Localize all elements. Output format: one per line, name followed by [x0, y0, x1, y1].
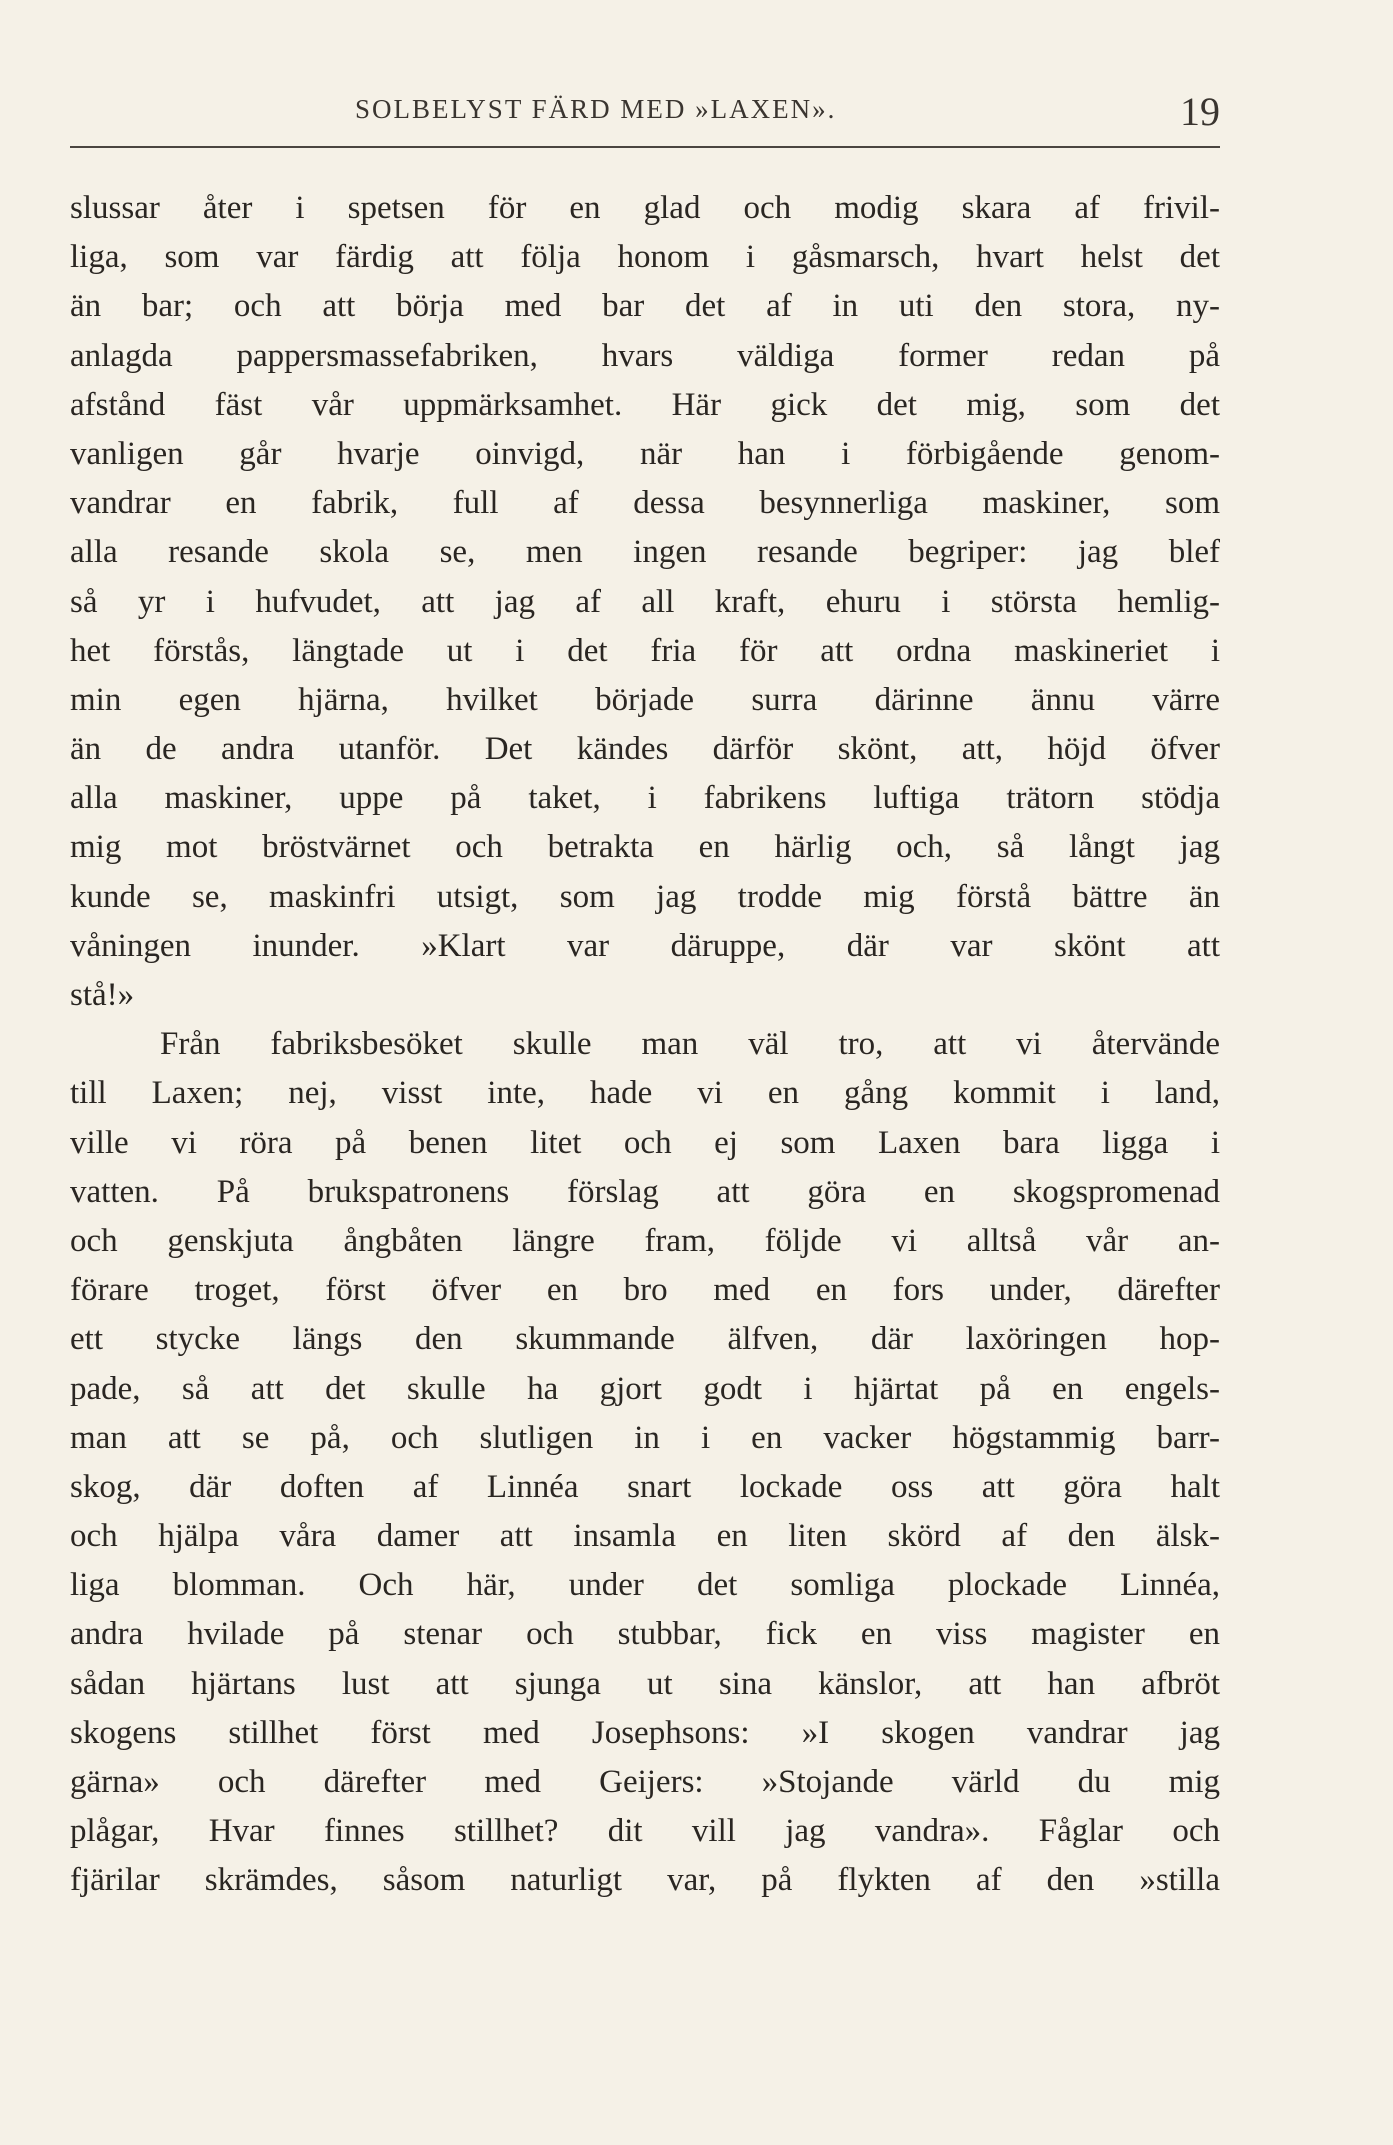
- text-line: skog, där doften af Linnéa snart lockade oss att göra halt: [70, 1468, 1220, 1505]
- text-line: förare troget, först öfver en bro med en fors under, därefter: [70, 1272, 1220, 1309]
- text-line: ett stycke längs den skummande älfven, där laxöringen hop-: [70, 1321, 1220, 1358]
- text-line: Från fabriksbesöket skulle man väl tro, att vi återvände: [160, 1026, 1220, 1063]
- text-line: skogens stillhet först med Josephsons: »I skogen vandrar jag: [70, 1714, 1220, 1751]
- text-line: fjärilar skrämdes, såsom naturligt var, på flykten af den »stilla: [70, 1862, 1220, 1899]
- text-line: man att se på, och slutligen in i en vacker högstammig barr-: [70, 1419, 1220, 1456]
- text-line: stå!»: [70, 977, 135, 1013]
- text-line: alla maskiner, uppe på taket, i fabrikens luftiga trätorn stödja: [70, 780, 1220, 817]
- text-line: anlagda pappersmassefabriken, hvars väldiga former redan på: [70, 337, 1220, 374]
- text-line: alla resande skola se, men ingen resande begriper: jag blef: [70, 534, 1220, 571]
- text-line: liga blomman. Och här, under det somliga plockade Linnéa,: [70, 1567, 1220, 1604]
- text-line: mig mot bröstvärnet och betrakta en härlig och, så långt jag: [70, 829, 1220, 866]
- text-line: afstånd fäst vår uppmärksamhet. Här gick det mig, som det: [70, 386, 1220, 423]
- text-line: och genskjuta ångbåten längre fram, följde vi alltså vår an-: [70, 1222, 1220, 1259]
- text-line: gärna» och därefter med Geijers: »Stojande värld du mig: [70, 1764, 1220, 1800]
- text-line: än de andra utanför. Det kändes därför skönt, att, höjd öfver: [70, 731, 1220, 768]
- text-line: än bar; och att börja med bar det af in uti den stora, ny-: [70, 288, 1220, 325]
- text-line: så yr i hufvudet, att jag af all kraft, ehuru i största hemlig-: [70, 583, 1220, 620]
- text-line: andra hvilade på stenar och stubbar, fick en viss magister en: [70, 1616, 1220, 1653]
- text-line: het förstås, längtade ut i det fria för att ordna maskineriet i: [70, 632, 1220, 669]
- text-line: våningen inunder. »Klart var däruppe, där var skönt att: [70, 927, 1220, 964]
- text-line: kunde se, maskinfri utsigt, som jag trodde mig förstå bättre än: [70, 878, 1220, 915]
- running-head: [70, 88, 1220, 132]
- text-line: liga, som var färdig att följa honom i gåsmarsch, hvart helst det: [70, 239, 1220, 276]
- text-line: och hjälpa våra damer att insamla en liten skörd af den älsk-: [70, 1518, 1220, 1555]
- text-line: vatten. På brukspatronens förslag att göra en skogspromenad: [70, 1173, 1220, 1210]
- text-line: slussar åter i spetsen för en glad och modig skara af frivil-: [70, 190, 1220, 226]
- text-line: ville vi röra på benen litet och ej som Laxen bara ligga i: [70, 1124, 1220, 1161]
- body-text: [70, 184, 1220, 1906]
- page-number: 19: [1180, 89, 1220, 134]
- text-line: min egen hjärna, hvilket började surra därinne ännu värre: [70, 681, 1220, 718]
- text-line: till Laxen; nej, visst inte, hade vi en gång kommit i land,: [70, 1075, 1220, 1112]
- text-line: sådan hjärtans lust att sjunga ut sina känslor, att han afbröt: [70, 1665, 1220, 1702]
- text-line: vandrar en fabrik, full af dessa besynnerliga maskiner, som: [70, 485, 1220, 522]
- text-line: vanligen går hvarje oinvigd, när han i förbigående genom-: [70, 435, 1220, 472]
- text-line: plågar, Hvar finnes stillhet? dit vill jag vandra». Fåglar och: [70, 1813, 1220, 1850]
- text-line: pade, så att det skulle ha gjort godt i hjärtat på en engels-: [70, 1370, 1220, 1407]
- header-rule: [70, 146, 1220, 148]
- running-title: SOLBELYST FÄRD MED »LAXEN».: [355, 94, 837, 124]
